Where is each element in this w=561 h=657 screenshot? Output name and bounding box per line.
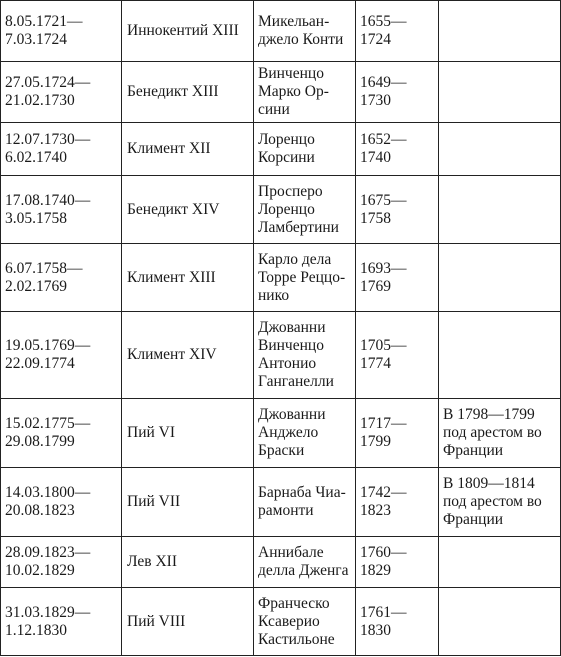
birth-name: Лоренцо Корсини: [254, 123, 356, 176]
pontificate-dates: 14.03.1800— 20.08.1823: [1, 468, 122, 537]
pontificate-dates: 28.09.1823— 10.02.1829: [1, 537, 122, 588]
note: [439, 62, 561, 123]
note: [439, 312, 561, 399]
life-years: 1655— 1724: [356, 1, 439, 62]
pope-name: Бенедикт XIII: [122, 62, 254, 123]
pope-name: Бенедикт XIV: [122, 176, 254, 244]
birth-name: Франческо Ксаверио Кастильоне: [254, 588, 356, 656]
birth-name: Винченцо Марко Ор- сини: [254, 62, 356, 123]
note: [439, 244, 561, 312]
note: В 1798—1799 под арестом во Франции: [439, 399, 561, 468]
pope-name: Климент XII: [122, 123, 254, 176]
table-row: [1, 468, 561, 537]
life-years: 1705— 1774: [356, 312, 439, 399]
birth-name: Джованни Винченцо Антонио Ганганелли: [254, 312, 356, 399]
note: [439, 1, 561, 62]
life-years: 1675— 1758: [356, 176, 439, 244]
birth-name: Микельан- джело Конти: [254, 1, 356, 62]
pope-name: Климент XIV: [122, 312, 254, 399]
pope-name: Иннокентий XIII: [122, 1, 254, 62]
pontificate-dates: 17.08.1740— 3.05.1758: [1, 176, 122, 244]
life-years: 1717— 1799: [356, 399, 439, 468]
pope-name: Пий VIII: [122, 588, 254, 656]
birth-name: Аннибале делла Дженга: [254, 537, 356, 588]
note: В 1809—1814 под арестом во Франции: [439, 468, 561, 537]
table-row: [1, 399, 561, 468]
birth-name: Джованни Анджело Браски: [254, 399, 356, 468]
birth-name: Карло дела Торре Реццо- нико: [254, 244, 356, 312]
pontificate-dates: 15.02.1775— 29.08.1799: [1, 399, 122, 468]
pontificate-dates: 8.05.1721— 7.03.1724: [1, 1, 122, 62]
pontificate-dates: 31.03.1829— 1.12.1830: [1, 588, 122, 656]
table-row: [1, 123, 561, 176]
pontificate-dates: 27.05.1724— 21.02.1730: [1, 62, 122, 123]
table-row: [1, 312, 561, 399]
pontificate-dates: 6.07.1758— 2.02.1769: [1, 244, 122, 312]
table-row: [1, 537, 561, 588]
life-years: 1652— 1740: [356, 123, 439, 176]
birth-name: Просперо Лоренцо Ламбертини: [254, 176, 356, 244]
table-row: [1, 588, 561, 656]
pope-name: Лев XII: [122, 537, 254, 588]
pope-name: Климент XIII: [122, 244, 254, 312]
note: [439, 588, 561, 656]
pontificate-dates: 12.07.1730— 6.02.1740: [1, 123, 122, 176]
note: [439, 537, 561, 588]
note: [439, 176, 561, 244]
table-row: [1, 1, 561, 62]
birth-name: Барнаба Чиа- рамонти: [254, 468, 356, 537]
table-row: [1, 62, 561, 123]
life-years: 1649— 1730: [356, 62, 439, 123]
pontificate-dates: 19.05.1769— 22.09.1774: [1, 312, 122, 399]
pope-name: Пий VI: [122, 399, 254, 468]
life-years: 1742— 1823: [356, 468, 439, 537]
pope-name: Пий VII: [122, 468, 254, 537]
life-years: 1760— 1829: [356, 537, 439, 588]
life-years: 1761— 1830: [356, 588, 439, 656]
life-years: 1693— 1769: [356, 244, 439, 312]
table-row: [1, 244, 561, 312]
note: [439, 123, 561, 176]
table-row: [1, 176, 561, 244]
